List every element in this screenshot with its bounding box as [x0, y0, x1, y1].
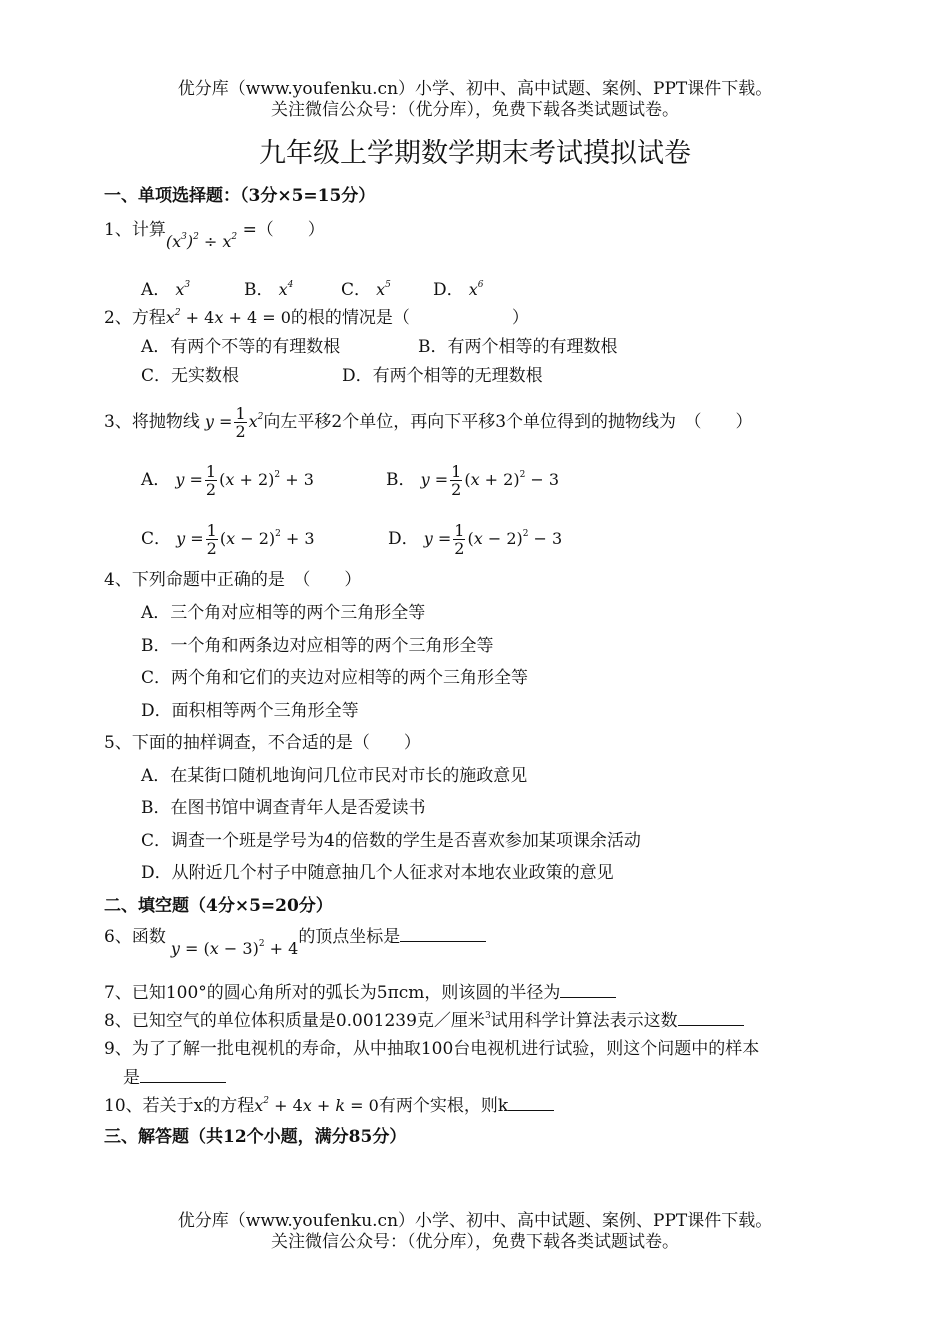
q6-answer-blank[interactable] — [400, 925, 486, 942]
q2-equation: $x^2 + 4x + 4 = 0$ — [165, 308, 291, 327]
q5-option-d: D．从附近几个村子中随意抽几个人征求对本地农业政策的意见 — [141, 863, 614, 883]
question-9-line-2: 是 — [123, 1066, 226, 1089]
q4-option-c: C．两个角和它们的夹边对应相等的两个三角形全等 — [141, 668, 529, 688]
q1-option-a: A． $x^3$ — [141, 280, 191, 300]
q10-answer-blank[interactable] — [508, 1094, 554, 1111]
q8-answer-blank[interactable] — [678, 1009, 744, 1026]
question-5: 5、下面的抽样调查，不合适的是（ ） — [104, 733, 421, 753]
q3-option-a: A． y = $\frac{1}{2}$ $(x + 2)^2 + 3$ — [141, 462, 314, 499]
q6-function: $y = (x - 3)^2 + 4$ — [165, 939, 299, 958]
page-title: 九年级上学期数学期末考试摸拟试卷 — [259, 138, 691, 169]
q10-equation: $x^2 + 4x + k = 0$ — [254, 1096, 379, 1115]
q2-option-c: C．无实数根 — [141, 366, 240, 386]
question-6 — [104, 925, 486, 958]
q4-option-d: D．面积相等两个三角形全等 — [141, 701, 359, 721]
q2-prefix: 2、方程 — [104, 308, 166, 328]
q2-option-d: D．有两个相等的无理数根 — [342, 366, 543, 386]
question-9-line-1: 9、为了了解一批电视机的寿命，从中抽取100台电视机进行试验，则这个问题中的样本 — [104, 1039, 760, 1059]
q5-option-a: A．在某街口随机地询问几位市民对市长的施政意见 — [141, 766, 528, 786]
q3-suffix: 向左平移2个单位，再向下平移3个单位得到的抛物线为 （ ） — [263, 412, 753, 432]
q5-option-b: B．在图书馆中调查青年人是否爱读书 — [141, 798, 426, 818]
q2-option-b: B．有两个相等的有理数根 — [418, 337, 618, 357]
q1-formula: $(x^3)^2 \div x^2$ — [165, 232, 238, 251]
q6-suffix: 的顶点坐标是 — [298, 927, 401, 947]
q2-option-a: A．有两个不等的有理数根 — [141, 337, 341, 357]
q1-prefix: 1、计算 — [104, 220, 166, 240]
question-10: 10、若关于x的方程$x^2 + 4x + k = 0$有两个实根，则k — [104, 1094, 554, 1117]
q3-parabola: y = $\frac{1}{2}$ $x^2$ — [199, 404, 264, 441]
header-line-2: 关注微信公众号：（优分库），免费下载各类试题试卷。 — [271, 100, 679, 120]
q1-suffix: =（ ） — [242, 220, 325, 240]
question-2 — [104, 307, 529, 329]
q4-option-b: B．一个角和两条边对应相等的两个三角形全等 — [141, 636, 494, 656]
question-3 — [104, 405, 753, 440]
section-1-heading: 一、单项选择题：（3分×5=15分） — [104, 186, 376, 206]
question-1 — [104, 219, 325, 251]
question-8: 8、已知空气的单位体积质量是0.001239克／厘米$^3$试用科学计算法表示这数 — [104, 1009, 744, 1032]
q9-answer-blank[interactable] — [140, 1066, 226, 1083]
question-4: 4、下列命题中正确的是 （ ） — [104, 570, 362, 590]
q1-option-c: C． $x^5$ — [341, 280, 391, 300]
section-3-heading: 三、解答题（共12个小题，满分85分） — [104, 1127, 407, 1147]
section-2-heading: 二、填空题（4分×5=20分） — [104, 896, 333, 916]
q4-option-a: A．三个角对应相等的两个三角形全等 — [141, 603, 426, 623]
footer-line-1: 优分库（www.youfenku.cn）小学、初中、高中试题、案例、PPT课件下载。 — [177, 1211, 773, 1231]
q1-option-d: D． $x^6$ — [433, 280, 484, 300]
q3-option-c: C． y = $\frac{1}{2}$ $(x - 2)^2 + 3$ — [141, 521, 315, 558]
q1-option-b: B． $x^4$ — [244, 280, 294, 300]
q7-answer-blank[interactable] — [560, 981, 616, 998]
q3-option-d: D． y = $\frac{1}{2}$ $(x - 2)^2 - 3$ — [388, 521, 563, 558]
question-7: 7、已知100°的圆心角所对的弧长为5πcm，则该圆的半径为 — [104, 981, 616, 1004]
q3-option-b: B． y = $\frac{1}{2}$ $(x + 2)^2 - 3$ — [386, 462, 560, 499]
q5-option-c: C．调查一个班是学号为4的倍数的学生是否喜欢参加某项课余活动 — [141, 831, 641, 851]
q2-suffix: 的根的情况是（ ） — [290, 308, 529, 328]
footer-line-2: 关注微信公众号：（优分库），免费下载各类试题试卷。 — [271, 1232, 679, 1252]
q3-prefix: 3、将抛物线 — [104, 412, 200, 432]
q6-prefix: 6、函数 — [104, 927, 166, 947]
header-line-1: 优分库（www.youfenku.cn）小学、初中、高中试题、案例、PPT课件下载。 — [177, 79, 773, 99]
